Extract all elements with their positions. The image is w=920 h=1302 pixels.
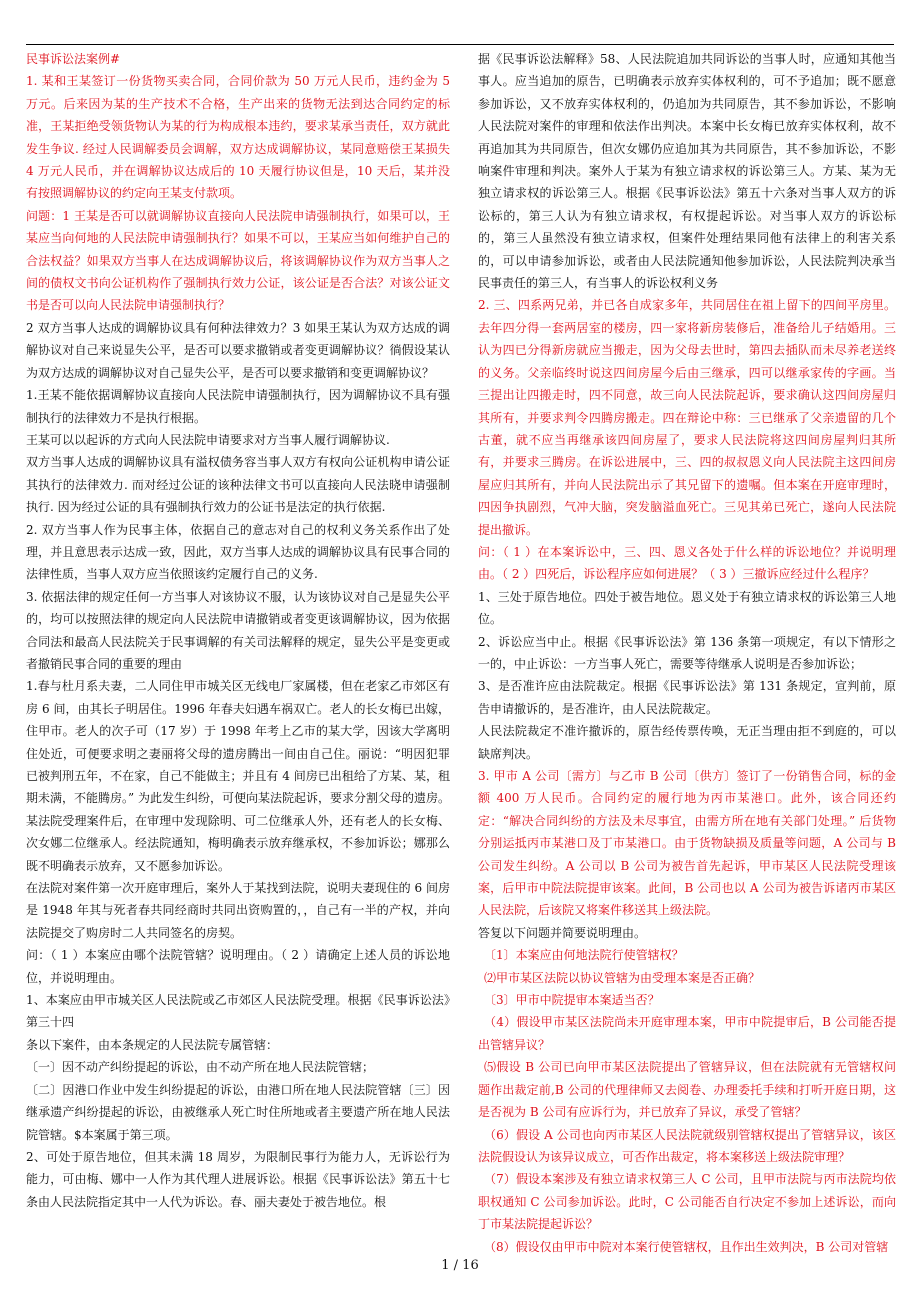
case-2-facts: 1.春与杜月系夫妻，二人同住甲市城关区无线电厂家属楼，但在老家乙市郊区有房 6 间，由其长子明居住。1996 年春夫妇遇车祸双亡。老人的长女梅已出嫁，住甲市。老人的次子可（17 岁）于 1998 年考上乙市的某大学，因该大学离明住处近，可便要求明之妻丽将父母的遗房腾出一间由自己住。丽说：“明因犯罪已被判刑五年，不在家，自己不能做主；并且有 4 间房已出租给了方某、某，租期未满，不能腾房。” 为此发生纠纷，可便向某法院起诉，要求分割父母的遗房。 xyxy=(26,679,450,806)
case-2-answer-2-cont: 据《民事诉讼法解释》58、人民法院追加共同诉讼的当事人时，应通知其他当事人。应当追加的原告，已明确表示放弃实体权利的，可不予追加；既不愿意参加诉讼，又不放弃实体权利的，仍追加为共同原告，其不参加诉讼，不影响人民法院对案件的审理和依法作出判决。本案中长女梅已放弃实体权利，故不再追加其为共同原告，但次女娜仍应追加其为共同原告，其不参加诉讼，不影响案件审理和判决。案外人于某为有独立请求权的诉讼第三人。方某、某为无独立请求权的诉讼第三人。根据《民事诉讼法》第五十六条对当事人双方的诉讼标的，第三人认为有独立请求权，有权提起诉讼。对当事人双方的诉讼标的，第三人虽然没有独立请求权，但案件处理结果同他有法律上的利害关系的，可以申请参加诉讼，或者由人民法院通知他参加诉讼，人民法院判决承当民事责任的第三人，有当事人的诉讼权利义务 xyxy=(478,52,896,291)
case-1-answer-3: 3. 依据法律的规定任何一方当事人对该协议不服，认为该协议对自己是显失公平的，均可以按照法律的规定向人民法院申请撤销或者变更该调解协议，因为依据合同法和最高人民法院关于民事调解的有关司法解释的规定，显失公平是变更或者撤销民事合同的重要的理由 xyxy=(26,589,450,671)
case-1-answer-2: 2. 双方当事人作为民事主体，依据自己的意志对自己的权利义务关系作出了处理，并且意思表示达成一致，因此，双方当事人达成的调解协议具有民事合同的法律性质，当事人双方应当依照该约定履行自己的义务. xyxy=(26,522,450,582)
case-4-facts: 3. 甲市 A 公司〔需方〕与乙市 B 公司〔供方〕签订了一份销售合同，标的金额 400 万人民币。合同约定的履行地为丙市某港口。此外，该合同还约定：“解决合同纠纷的方法及未尽事宜，由需方所在地有关部门处理。” 后货物分别运抵丙市某港口及丁市某港口。由于货物缺损及质量等问题，A 公司与 B 公司发生纠纷。A 公司以 B 公司为被告首先起诉，甲市某区人民法院受理该案，后甲市中院法院提审该案。此间，B 公司也以 A 公司为被告诉诸丙市某区人民法院，后该院又将案件移送其上级法院。 xyxy=(478,769,896,918)
case-1-facts: 1. 某和王某签订一份货物买卖合同，合同价款为 50 万元人民币，违约金为 5 万元。后来因为某的生产技术不合格，生产出来的货物无法到达合同约定的标准，王某拒绝受领货物认为某的行为构成根本违约，要求某承当责任，双方就此发生争议. 经过人民调解委员会调解，双方达成调解协议，某同意赔偿王某损失 4 万元人民币，并在调解协议达成后的 10 天履行协议但是，10 天后，某并没有按照调解协议的约定向王某支付款项。 xyxy=(26,74,450,201)
case-3-answer-3b: 人民法院裁定不准许撤诉的，原告经传票传唤，无正当理由拒不到庭的，可以缺席判决。 xyxy=(478,724,896,761)
case-4-question-3: 〔3〕甲市中院提审本案适当否？ xyxy=(484,993,660,1008)
case-1-answer-1c: 双方当事人达成的调解协议具有溢权债务容当事人双方有权向公证机构申请公证其执行的法律效力. 而对经过公证的该种法律文书可以直接向人民法晓申请强制执行. 因为经过公证的具有强制执行效力的公证书是法定的执行依据. xyxy=(26,455,450,515)
right-column xyxy=(478,48,896,1258)
document-title: 民事诉讼法案例# xyxy=(26,52,121,66)
case-2-answer-1c: 〔一〕因不动产纠纷提起的诉讼，由不动产所在地人民法院管辖； xyxy=(26,1060,375,1075)
case-3-facts: 2. 三、四系两兄弟，并已各自成家多年，共同居住在祖上留下的四间平房里。去年四分得一套两居室的楼房，四一家将新房装修后，准备给儿子结婚用。三认为四已分得新房就应当搬走，因为父母去世时，第四去插队而未尽养老送终的义务。父亲临终时说这四间房屋今后由三继承，四可以继承家传的字画。当三提出让四搬走时，四不同意，故三向人民法院起诉，要求确认这四间房屋归其所有，并要求判令四腾房搬走。四在辩论中称：三已继承了父亲遗留的几个古董，就不应当再继承该四间房屋了，要求人民法院将这四间房屋判归其所有，并要求三腾房。在诉讼进展中，三、四的叔叔恩义向人民法院主这四间房屋应归其所有，并向人民法院出示了其兄留下的遗嘱。但本案在开庭审理时，四因争执剧烈，气冲大脑，突发脑溢血死亡。三见其弟已死亡，遂向人民法院提出撤诉。 xyxy=(478,298,896,537)
case-1-questions-2: 2 双方当事人达成的调解协议具有何种法律效力？3 如果王某认为双方达成的调解协议对自己来说显失公平，是否可以要求撤销或者变更调解协议？徜假设某认为双方达成的调解协议对自己显失公平，是否可以要求撤销和变更调解协议？ xyxy=(26,320,450,380)
case-4-instruction: 答复以下问题并简要说明理由。 xyxy=(478,925,647,940)
case-3-questions: 问：（ 1 ）在本案诉讼中，三、四、恩义各处于什么样的诉讼地位？并说明理由。（ 2 ）四死后，诉讼程序应如何进展？（ 3 ）三撤诉应经过什么程序？ xyxy=(478,544,896,582)
case-2-facts-3: 在法院对案件第一次开庭审理后，案外人于某找到法院，说明夫妻现住的 6 间房是 1948 年其与死者春共同经商时共同出资购置的，，自己有一半的产权，并向法院提交了购房时二人共同签名的房契。 xyxy=(26,881,450,940)
case-2-answer-1: 1、本案应由甲市城关区人民法院或乙市郊区人民法院受理。根据《民事诉讼法》第三十四 xyxy=(26,993,450,1030)
case-3-answer-1: 1、三处于原告地位。四处于被告地位。恩义处于有独立请求权的诉讼第三人地位。 xyxy=(478,589,896,627)
case-4-question-6: （6）假设 A 公司也向丙市某区人民法院就级别管辖权提出了管辖异议，该区法院假设认为该异议成立，可否作出裁定，将本案移送上级法院审理？ xyxy=(478,1127,896,1164)
case-2-answer-1b: 条以下案件，由本条规定的人民法院专属管辖： xyxy=(26,1037,279,1052)
page-number: 1 / 16 xyxy=(441,1258,479,1273)
case-4-question-4: （4）假设甲市某区法院尚未开庭审理本案，甲市中院提审后，B 公司能否提出管辖异议？ xyxy=(478,1015,896,1052)
header-rule xyxy=(26,44,894,45)
case-2-questions: 问：（ 1 ）本案应由哪个法院管辖？说明理由。（ 2 ）请确定上述人员的诉讼地位，并说明理由。 xyxy=(26,948,450,985)
case-1-questions: 问题：1 王某是否可以就调解协议直接向人民法院申请强制执行，如果可以，王某应当向何地的人民法院申请强制执行？如果不可以，王某应当如何维护自己的合法权益？如果双方当事人在达成调解协议后，将该调解协议作为双方当事人之间的债权文书向公证机构作了强制执行效力公证，该公证是否合法？对该公证文书是否可以向人民法院申请强制执行？ xyxy=(26,208,450,313)
case-2-answer-1d: 〔二〕因港口作业中发生纠纷提起的诉讼，由港口所在地人民法院管辖〔三〕因继承遗产纠纷提起的诉讼，由被继承人死亡时住所地或者主要遗产所在地人民法院管辖。$本案属于第三项。 xyxy=(26,1082,450,1142)
case-2-answer-2: 2、可处于原告地位，但其未满 18 周岁，为限制民事行为能力人，无诉讼行为能力，可由梅、娜中一人作为其代理人进展诉讼。根据《民事诉讼法》第五十七条由人民法院指定其中一人代为诉讼。春、丽夫妻处于被告地位。根 xyxy=(26,1149,450,1209)
case-3-answer-2: 2、诉讼应当中止。根据《民事诉讼法》第 136 条第一项规定，有以下情形之一的，中止诉讼：一方当事人死亡，需要等待继承人说明是否参加诉讼； xyxy=(478,634,896,671)
left-column xyxy=(26,48,450,1213)
case-2-facts-2: 某法院受理案件后，在审理中发现除明、可二位继承人外，还有老人的长女梅、次女娜二位继承人。经法院通知，梅明确表示放弃继承权，不参加诉讼；娜那么既不明确表示放弃，又不愿参加诉讼。 xyxy=(26,813,450,873)
case-4-question-8: （8）假设仅由甲市中院对本案行使管辖权，且作出生效判决，B 公司对管辖 xyxy=(484,1239,889,1254)
case-4-question-2: ⑵甲市某区法院以协议管辖为由受理本案是否正确？ xyxy=(484,970,761,985)
case-1-answer-1: 1.王某不能依据调解协议直接向人民法院申请强制执行，因为调解协议不具有强制执行的法律效力不是执行根据。 xyxy=(26,388,450,425)
case-4-question-1: 〔1〕本案应由何地法院行使管辖权？ xyxy=(484,948,684,963)
case-3-answer-3: 3、是否准许应由法院裁定。根据《民事诉讼法》第 131 条规定，宣判前，原告申请撤诉的，是否准许，由人民法院裁定。 xyxy=(478,679,896,716)
case-4-question-5: ⑸假设 B 公司已向甲市某区法院提出了管辖异议，但在法院就有无管辖权问题作出裁定前,B 公司的代理律师又去阅卷、办理委托手续和打听开庭日期，这是否视为 B 公司有应诉行为，并已放弃了异议，承受了管辖？ xyxy=(478,1060,896,1120)
case-1-answer-1b: 王某可以以起诉的方式向人民法院申请要求对方当事人履行调解协议. xyxy=(26,432,390,447)
case-4-question-7: （7）假设本案涉及有独立请求权第三人 C 公司，且甲市法院与丙市法院均依职权通知 C 公司参加诉讼。此时，C 公司能否自行决定不参加上述诉讼，而向丁市某法院提起诉讼？ xyxy=(478,1172,896,1232)
